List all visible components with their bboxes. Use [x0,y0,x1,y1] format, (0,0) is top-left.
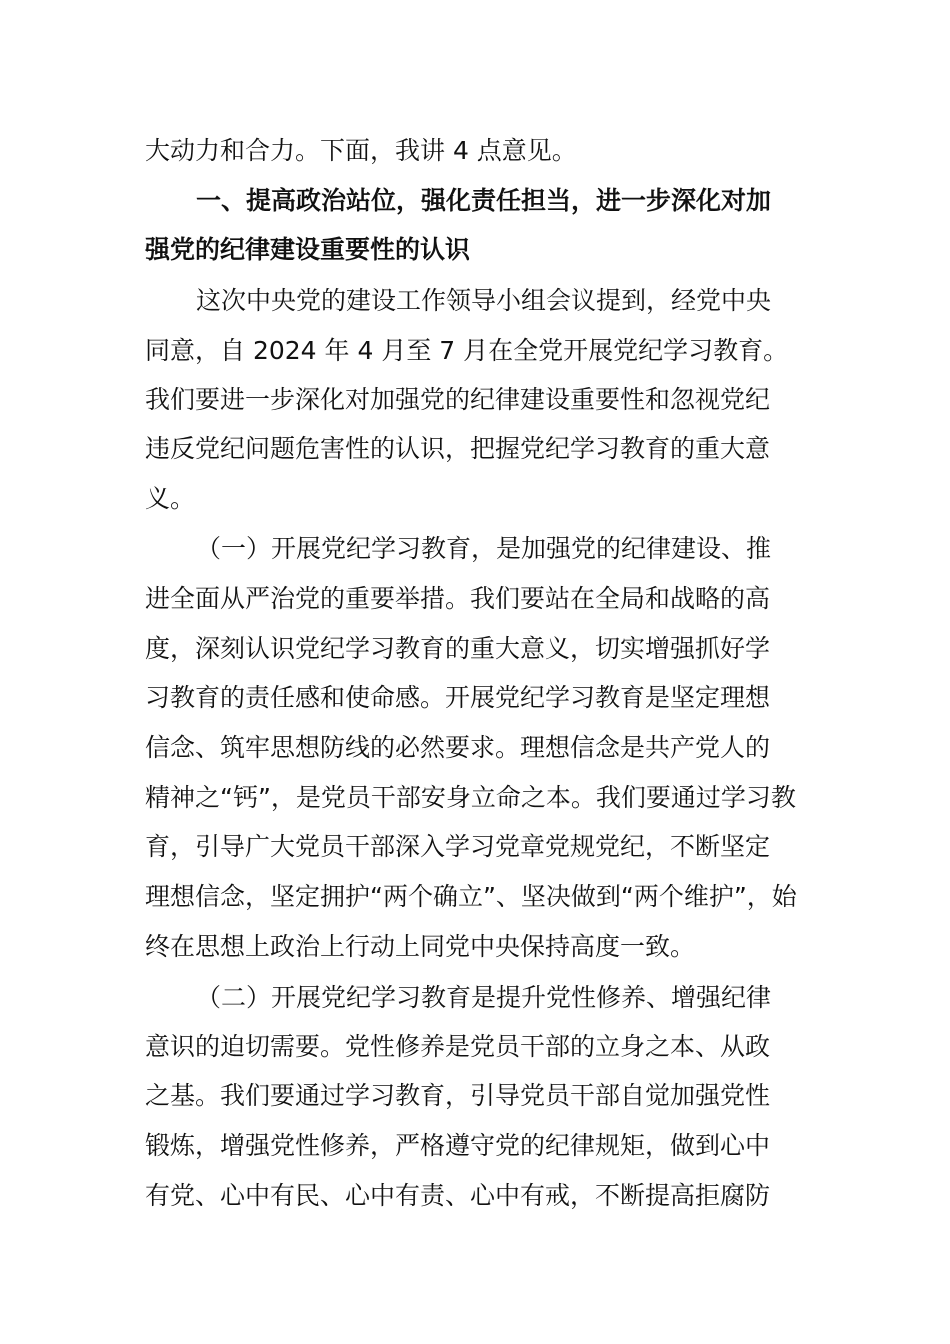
text-line: 同意，自 2024 年 4 月至 7 月在全党开展党纪学习教育。 [145,336,789,365]
text-line: 义。 [145,484,196,513]
section-heading-line: 一、提高政治站位，强化责任担当，进一步深化对加 [196,186,772,215]
text-line: 进全面从严治党的重要举措。我们要站在全局和战略的高 [145,584,771,613]
section-heading-line: 强党的纪律建设重要性的认识 [145,235,471,264]
text-line: 习教育的责任感和使命感。开展党纪学习教育是坚定理想 [145,683,771,712]
text-line: 度，深刻认识党纪学习教育的重大意义，切实增强抓好学 [145,634,771,663]
text-line: 有党、心中有民、心中有责、心中有戒，不断提高拒腐防 [145,1181,771,1210]
text-line: 锻炼，增强党性修养，严格遵守党的纪律规矩，做到心中 [145,1131,771,1160]
text-line: 终在思想上政治上行动上同党中央保持高度一致。 [145,932,696,961]
text-line: 育，引导广大党员干部深入学习党章党规党纪，不断坚定 [145,832,771,861]
paragraph-first-line: 这次中央党的建设工作领导小组会议提到，经党中央 [196,286,772,315]
paragraph-first-line: （一）开展党纪学习教育，是加强党的纪律建设、推 [196,534,772,563]
text-line: 理想信念，坚定拥护“两个确立”、坚决做到“两个维护”，始 [145,882,797,911]
text-line: 我们要进一步深化对加强党的纪律建设重要性和忽视党纪 [145,385,771,414]
text-line: 精神之“钙”，是党员干部安身立命之本。我们要通过学习教 [145,783,796,812]
text-line: 违反党纪问题危害性的认识，把握党纪学习教育的重大意 [145,434,771,463]
paragraph-first-line: （二）开展党纪学习教育是提升党性修养、增强纪律 [196,983,772,1012]
text-line: 大动力和合力。下面，我讲 4 点意见。 [145,136,577,165]
text-line: 信念、筑牢思想防线的必然要求。理想信念是共产党人的 [145,733,771,762]
text-line: 意识的迫切需要。党性修养是党员干部的立身之本、从政 [145,1032,771,1061]
text-line: 之基。我们要通过学习教育，引导党员干部自觉加强党性 [145,1081,771,1110]
